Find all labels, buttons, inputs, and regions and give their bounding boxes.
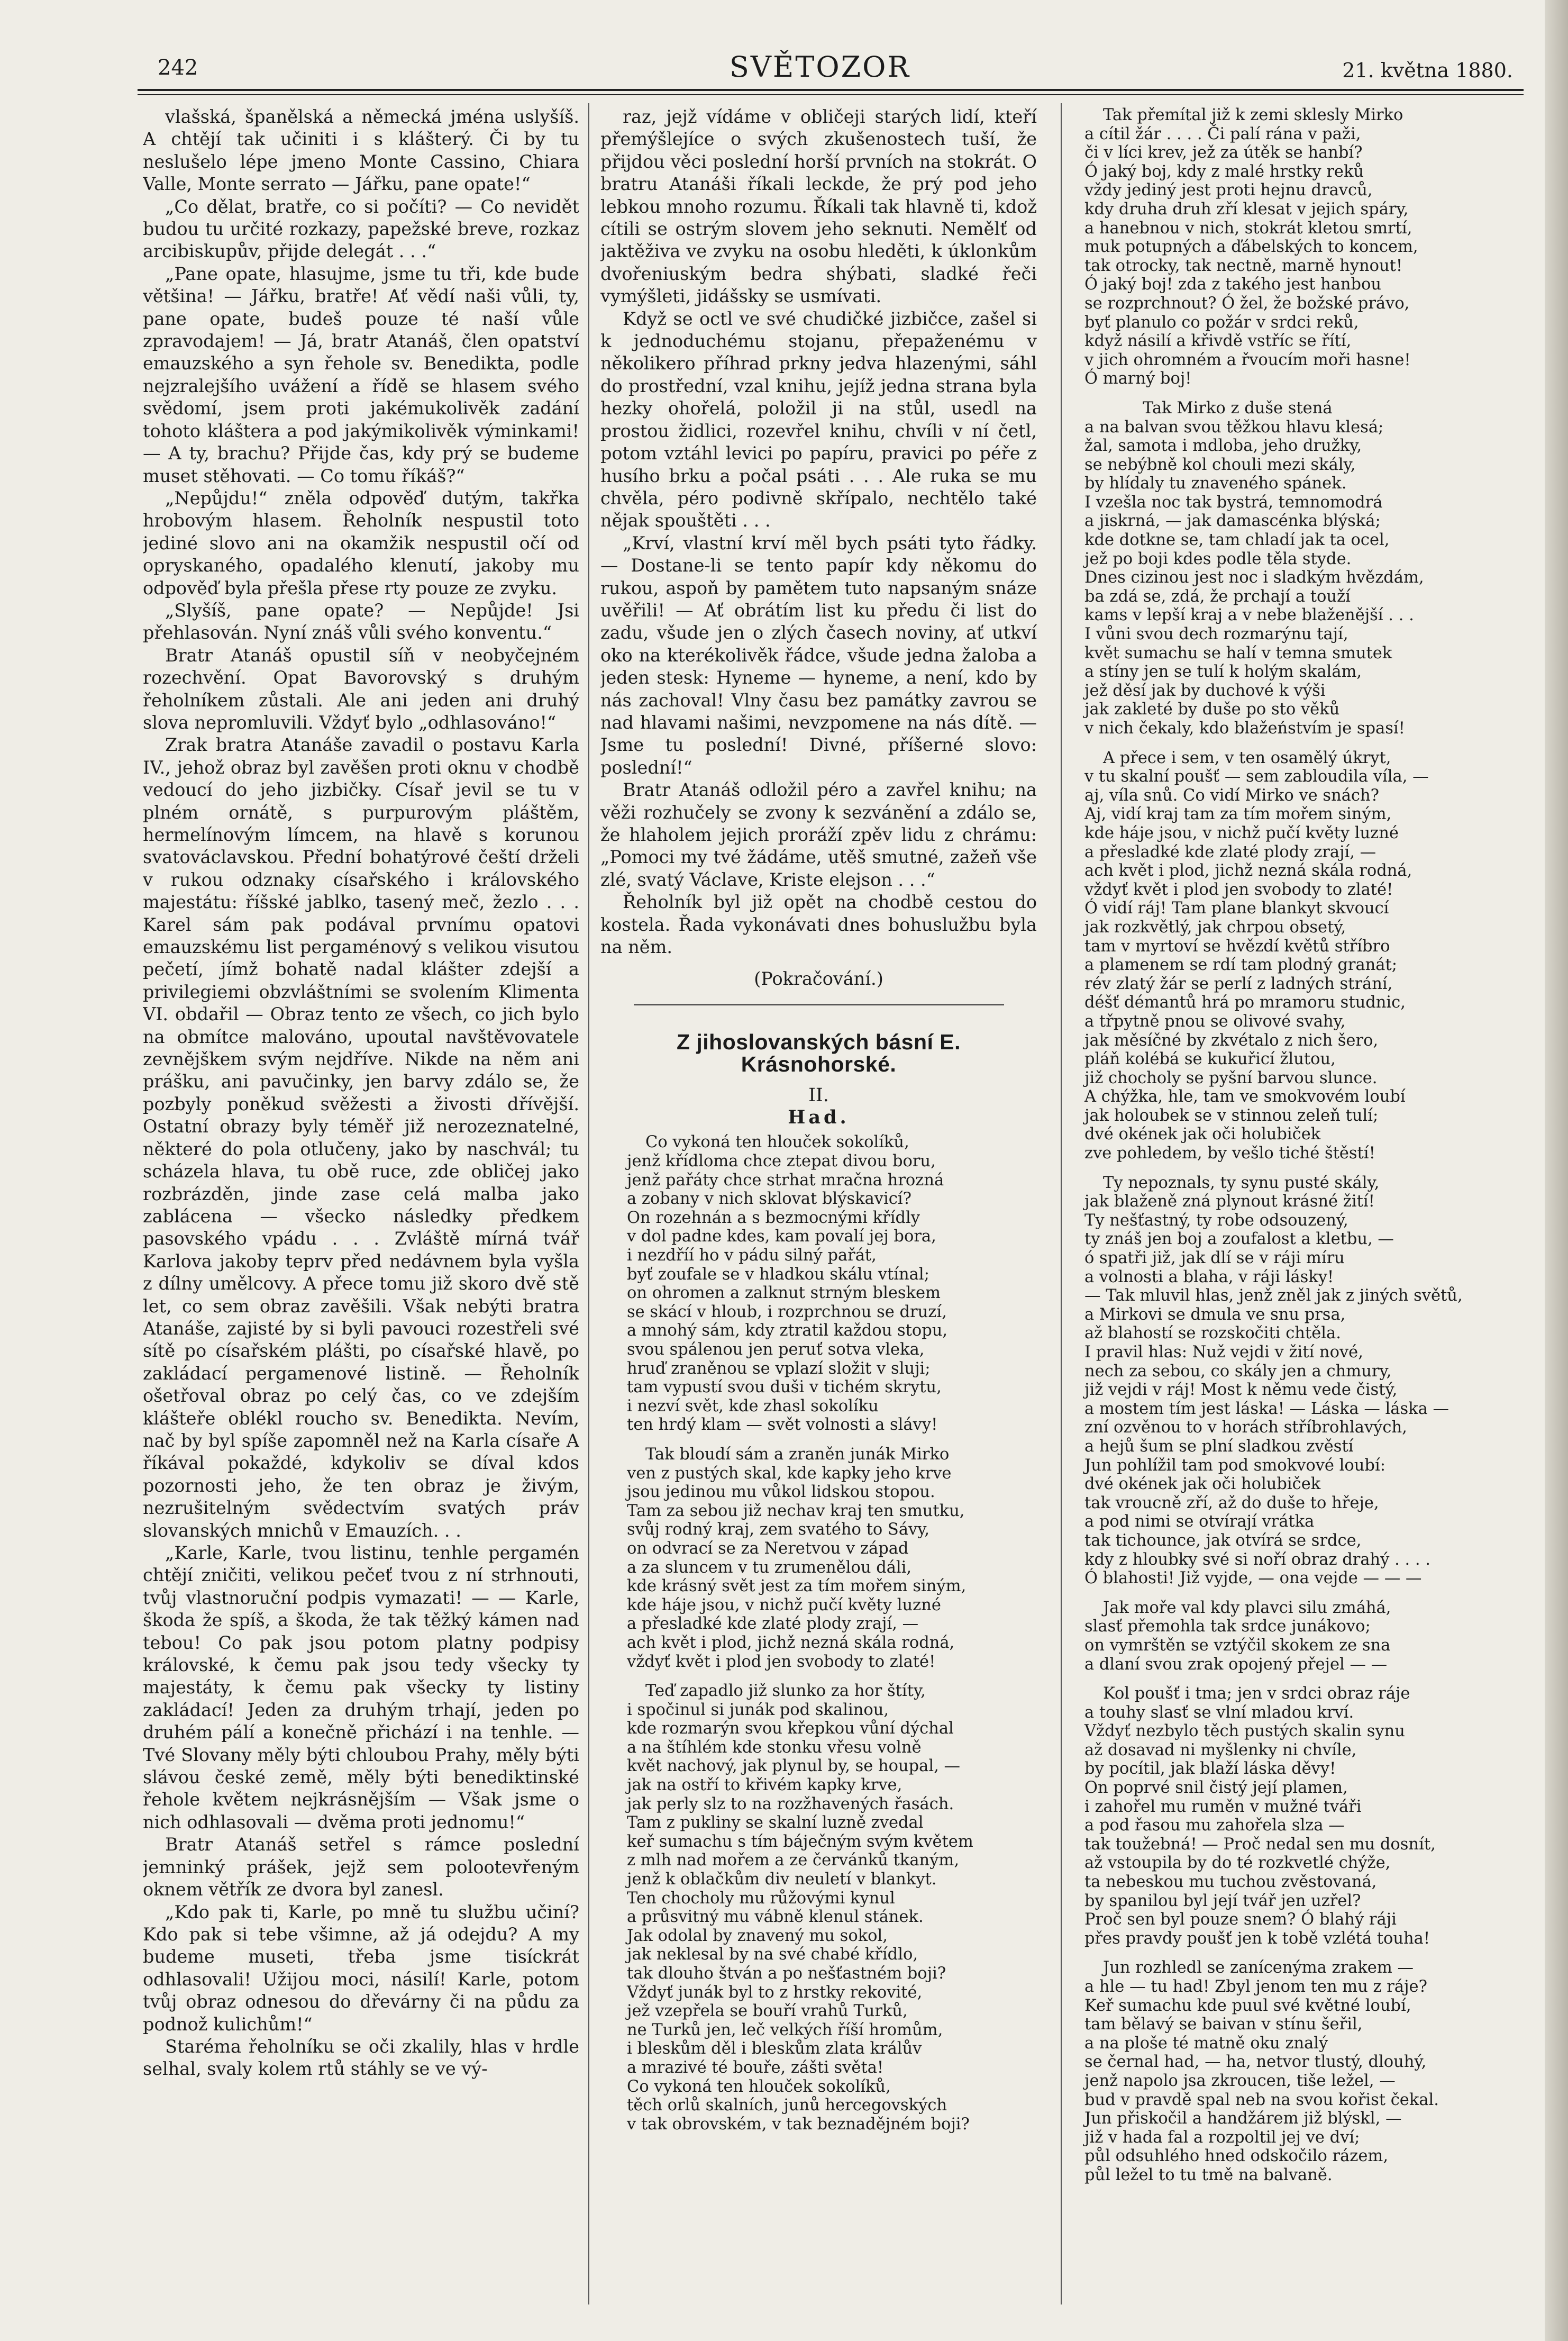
poem-line: jež děsí jak by duchové k výši: [1084, 681, 1326, 700]
poem-line: hruď zraněnou se vplazí složit v sluji;: [627, 1359, 931, 1378]
poem-line: Jak moře val kdy plavci silu zmáhá,: [1103, 1598, 1391, 1617]
poem-line: I pravil hlas: Nuž vejdi v žití nové,: [1084, 1343, 1363, 1362]
poem-line: Kol poušť i tma; jen v srdci obraz ráje: [1103, 1684, 1410, 1703]
poem-line: ta nebeskou mu tuchou zvěstovaná,: [1084, 1873, 1377, 1892]
poem-line: zní ozvěnou to v horách stříbrohlavých,: [1084, 1418, 1407, 1437]
header-rule-thin: [138, 94, 1524, 95]
paragraph: „Slyšíš, pane opate? — Nepůjde! Jsi přehlasován. Nyní znáš vůli svého konventu.“: [143, 600, 579, 643]
poem-line: ach květ i plod, jichž nezná skála rodná,: [1084, 861, 1412, 881]
poem-line: květ sumachu se halí v temna smutek: [1084, 643, 1392, 663]
poem-line: aj, víla snů. Co vidí Mirko ve snách?: [1084, 786, 1379, 805]
poem-line: v nich čekaly, kdo blažeństvím je spasí!: [1084, 719, 1405, 738]
paragraph: Bratr Atanáš opustil síň v neobyčejném rozechvění. Opat Bavorovský s druhým řeholníkem zůstali. Ale ani jeden ani druhý slova nepromluvili. Vždyť bylo „odhlasováno!“: [143, 645, 579, 733]
masthead-title: SVĚTOZOR: [729, 50, 911, 84]
poem-line: Co vykoná ten hlouček sokolíků,: [645, 1133, 909, 1152]
poem-line: a plamenem se rdí tam plodný granát;: [1084, 956, 1398, 975]
poem-line: jsou jedinou mu vůkol lidskou stopou.: [627, 1483, 935, 1502]
poem-line: vždyť květ i plod jen svobody to zlaté!: [1084, 880, 1393, 899]
poem-line: Tak přemítal již k zemi sklesly Mirko: [1103, 106, 1403, 124]
paragraph: Zrak bratra Atanáše zavadil o postavu Karla IV., jehož obraz byl zavěšen proti oknu v chodbě vedoucí do jeho jizbičky. Císař jevil se tu v plném ornátě, s purpurovým pláštěm, hermelínovým límcem, na hlavě s korunou svatováclavskou. Přední bohatýrové čeští drželi v rukou odznaky císařského i královského majestátu: říšské jablko, tasený meč, žezlo . . . Karel sám pak podával prvnímu opatovi emauzskému list pergaménový s velikou visutou pečetí, jímž bohatě nadal klášter zdejší a privilegiemi obzvláštními se svolením Klimenta VI. obdařil — Obraz tento ze všech, co jich bylo na obmítce malováno, upoutal navštěvovatele zevnějškem svým nejdříve. Nikde na něm ani prášku, ani pavučinky, jen barvy zdálo se, že pozbyly poněkud svěžesti a živosti dřívější. Ostatní obrazy byly téměř již nerozeznatelné, některé do pola otlučeny, jako by naschvál; tu scházela hlava, tu obě ruce, zde obličej jako rozbrázděn, jinde zase celá malba jako zablácena — všecko následky předkem pasovského vpádu . . . Zvláště mírná tvář Karlova jakoby teprv před nedávnem byla vyšla z dílny umělcovy. A přece tomu již skoro dvě stě let, co sem obraz zavěšili. Však nebýti bratra Atanáše, zajisté by si byli pavouci rozestřeli své sítě po císařském plášti, po císařské hlavě, po zakládací pergamenové listině. — Řeholník ošetřoval obraz po celý čas, co ve zdejším klášteře oblékl roucho sv. Benedikta. Nevím, nač by byl spíše zapomněl než na Karla císaře A říkával pokaždé, kdykoliv se díval kdos pozornosti jeho, že ten obraz je živým, nezrušitelným svědectvím svatých práv slovanských mnichů v Emauzích. . .: [143, 734, 579, 1541]
column-separator: [588, 103, 589, 2304]
poem-line: květ nachový, jak plynul by, se houpal, —: [627, 1757, 960, 1776]
poem-line: až vstoupila by do té rozkvetlé chýže,: [1084, 1854, 1391, 1873]
poem-line: ó spatři již, jak dlí se v ráji míru: [1084, 1249, 1345, 1268]
continued-note: (Pokračování.): [754, 968, 883, 990]
poem-line: až blahostí se rozskočiti chtěla.: [1084, 1324, 1341, 1343]
poem-line: muk potupných a ďábelských to koncem,: [1084, 238, 1418, 257]
poem-line: i bleskům děl i bleskům zlata králův: [627, 2039, 922, 2058]
poem-line: kde krásný svět jest za tím mořem siným,: [627, 1577, 967, 1596]
poem-line: On rozehnán a s bezmocnými křídly: [627, 1208, 920, 1227]
poem-line: slasť přemohla tak srdce junákovo;: [1084, 1617, 1371, 1636]
poem-stanza: [600, 1682, 1037, 2134]
poem-stanza: [1074, 399, 1510, 738]
poem-line: vždy jediný jest proti hejnu dravců,: [1084, 181, 1373, 200]
poem-line: A přece i sem, v ten osamělý úkryt,: [1103, 748, 1391, 767]
poem-line: a jiskrná, — jak damascénka blýská;: [1084, 512, 1381, 531]
article-divider: [634, 1004, 1004, 1005]
poem-line: půl odsuhlého hned odskočilo rázem,: [1084, 2147, 1389, 2166]
article-title: Z jihoslovanských básní E. Krásnohorské.: [676, 1029, 961, 1077]
poem-line: ven z pustých skal, kde kapky jeho krve: [627, 1464, 952, 1483]
poem-line: a zobany v nich sklovat blýskavicí?: [627, 1190, 911, 1209]
poem-line: Tam za sebou již nechav kraj ten smutku,: [627, 1501, 965, 1520]
poem-line: rév zlatý žár se perlí z ladných strání,: [1084, 974, 1393, 993]
poem-line: jež po boji kdes podle těla styde.: [1084, 549, 1352, 568]
poem-line: ne Turků jen, leč velkých říší hromům,: [627, 2020, 943, 2039]
poem-line: I vzešla noc tak bystrá, temnomodrá: [1084, 493, 1383, 512]
poem-line: a pod nimi se otvírají vrátka: [1084, 1512, 1315, 1531]
poem-line: se nebýbně kol chouli mezi skály,: [1084, 455, 1356, 474]
header-rule-thick: [138, 89, 1524, 91]
poem-line: již vejdi v ráj! Most k němu vede čistý,: [1084, 1381, 1398, 1400]
poem-stanza: [1074, 1174, 1510, 1588]
poem-line: kdy druha druh zří klesat v jejich spáry,: [1084, 199, 1409, 219]
poem-line: tak toužebná! — Proč nedal sen mu dosnít,: [1084, 1835, 1436, 1854]
poem-line: bud v pravdě spal neb na svou kořist čekal.: [1084, 2090, 1439, 2109]
poem-line: a Mirkovi se dmula ve snu prsa,: [1084, 1305, 1346, 1324]
poem-line: Tak bloudí sám a zraněn junák Mirko: [645, 1445, 950, 1464]
poem-line: a přesladké kde zlaté plody zrají, —: [1084, 842, 1376, 861]
poem-line: by hlídaly tu znaveného spánek.: [1084, 474, 1347, 493]
poem-line: těch orlů skalních, junů hercegovských: [627, 2096, 947, 2115]
poem-line: a stíny jen se tulí k holým skalám,: [1084, 663, 1362, 682]
poem-line: až dosavad ni myšlenky ni chvíle,: [1084, 1740, 1357, 1759]
poem-line: On poprvé snil čistý její plamen,: [1084, 1779, 1348, 1798]
poem-line: A chýžka, hle, tam ve smokvovém loubí: [1084, 1087, 1406, 1106]
poem-line: tak dlouho štván a po nešťastném boji?: [627, 1964, 946, 1983]
poem-line: jak blaženě zná plynout krásné žití!: [1084, 1192, 1375, 1211]
poem-line: by pocítil, jak blaží láska děvy!: [1084, 1759, 1336, 1779]
poem-stanza: [1074, 1684, 1510, 1948]
poem-line: se rozprchnout? Ó žel, že božské právo,: [1084, 294, 1410, 313]
poem-line: Jun rozhledl se zanícenýma zrakem —: [1103, 1958, 1414, 1977]
poem-line: kde rozmarýn svou křepkou vůní dýchal: [627, 1719, 954, 1738]
poem-line: déšť démantů hrá po mramoru studnic,: [1084, 993, 1406, 1012]
poem-line: svůj rodný kraj, zem svatého to Sávy,: [627, 1520, 930, 1539]
poem-line: Proč sen byl pouze snem? Ó blahý ráji: [1084, 1910, 1397, 1929]
column-separator: [1061, 103, 1062, 2304]
poem-body: [600, 1133, 1037, 2134]
poem-line: či v líci krev, jež za útěk se hanbí?: [1084, 143, 1363, 162]
poem-line: — Tak mluvil hlas, jenž zněl jak z jiných světů,: [1084, 1286, 1463, 1305]
poem-line: byť zoufale se v hladkou skálu vtínal;: [627, 1265, 929, 1284]
poem-line: a na štíhlém kde stonku vřesu volně: [627, 1738, 922, 1757]
poem-line: jak neklesal by na své chabé křídlo,: [627, 1945, 918, 1964]
poem-line: vždyť květ i plod jen svobody to zlaté!: [627, 1652, 936, 1671]
poem-line: kams v lepší kraj a v nebe blaženější . . .: [1084, 606, 1414, 625]
poem-line: Ó vidí ráj! Tam plane blankyt skvoucí: [1084, 899, 1389, 918]
poem-line: jak na ostří to křivém kapky krve,: [627, 1776, 902, 1795]
poem-line: v tu skalní poušť — sem zabloudila víla, —: [1084, 767, 1429, 786]
poem-line: keř sumachu s tím báječným svým květem: [627, 1832, 973, 1851]
issue-date: 21. května 1880.: [1342, 59, 1513, 82]
poem-stanza: [1074, 1958, 1510, 2184]
poem-line: a přesladké kde zlaté plody zrají, —: [627, 1614, 919, 1634]
poem-line: a za sluncem v tu zrumenělou dáli,: [627, 1558, 912, 1577]
poem-line: Ten chocholy mu růžovými kynul: [627, 1889, 895, 1908]
poem-line: Ó marný boj!: [1084, 369, 1192, 388]
poem-line: Tam z pukliny se skalní luzně zvedal: [627, 1813, 924, 1832]
paragraph: Bratr Atanáš odložil péro a zavřel knihu; na věži rozhučely se zvony k sezvánění a zdálo se, že hlaholem jejich proráží zpěv lidu z chrámu: „Pomoci my tvé žádáme, utěš smutné, zažeň vše zlé, svatý Václave, Kriste elejson . . .“: [600, 779, 1037, 890]
poem-line: a třpytně pnou se olivové svahy,: [1084, 1012, 1346, 1031]
poem-line: již chocholy se pyšní barvou slunce.: [1084, 1068, 1378, 1087]
poem-line: dvé okének jak oči holubiček: [1084, 1125, 1321, 1144]
poem-line: jak měsíčné by zkvétalo z nich šero,: [1084, 1031, 1379, 1050]
poem-line: i nezdříí ho v pádu silný pařát,: [627, 1246, 877, 1265]
poem-line: a cítil žár . . . . Či palí rána v paži,: [1084, 124, 1361, 143]
poem-line: Tak Mirko z duše stená: [1143, 398, 1333, 418]
page-number: 242: [158, 56, 198, 80]
poem-line: tam vypustí svou duši v tichém skrytu,: [627, 1378, 942, 1397]
column-3: [1074, 106, 1510, 2302]
poem-line: se skácí v hloub, i rozprchnou se druzí,: [627, 1302, 947, 1321]
poem-line: on vymrštěn se vztýčil skokem ze sna: [1084, 1636, 1391, 1655]
poem-line: v dol padne kdes, kam povalí jej bora,: [627, 1227, 936, 1246]
poem-line: jak holoubek se v stinnou zeleň tulí;: [1084, 1106, 1379, 1125]
paragraph: „Nepůjdu!“ zněla odpověď dutým, takřka hrobovým hlasem. Řeholník nespustil toto jediné slovo ani na okamžik nespustil očí od opryskaného, opadalého klenutí, jakoby mu odpověď byla přešla přese rty pouze ze zvyku.: [143, 487, 579, 598]
poem-line: i spočinul si junák pod skalinou,: [627, 1700, 889, 1719]
poem-line: Vždyť nezbylo těch pustých skalin synu: [1084, 1722, 1405, 1741]
poem-line: a na balvan svou těžkou hlavu klesá;: [1084, 418, 1384, 437]
poem-line: tam bělavý se baivan v stínu šeřil,: [1084, 2015, 1363, 2034]
poem-line: nech za sebou, co skály jen a chmury,: [1084, 1362, 1392, 1381]
poem-line: Aj, vidí kraj tam za tím mořem siným,: [1084, 805, 1392, 824]
poem-line: Vždyť junák byl to z hrstky rekovité,: [627, 1983, 923, 2002]
poem-line: I vůni svou dech rozmarýnu tají,: [1084, 625, 1348, 644]
poem-line: z mlh nad mořem a ze červánků tkaným,: [627, 1851, 960, 1870]
poem-line: jenž k oblačkům div neuletí v blankyt.: [627, 1870, 937, 1889]
poem-line: jak perly slz to na rozžhavených řasách.: [627, 1794, 954, 1813]
poem-line: on odvrací se za Neretvou v západ: [627, 1539, 909, 1558]
poem-line: a hle — tu had! Zbyl jenom ten mu z ráje?: [1084, 1977, 1427, 1996]
part-number: II.: [808, 1084, 829, 1106]
paragraph: Když se octl ve své chudičké jizbičce, zašel si k jednoduchému stojanu, přepaženému v několikero příhrad prkny jedva hlazenými, sáhl do prostřední, vzal knihu, jejíž jedna strana byla hezky ohořelá, položil ji na stůl, usedl na prostou židlici, rozevřel knihu, chvíli v ní četl, potom vztáhl levici po papíru, pravici po péře z husího brku a počal psáti . . . Ale ruka se mu chvěla, péro podivně skřípalo, nechtělo také nějak spouštěti . . .: [600, 308, 1037, 531]
poem-line: Co vykoná ten hlouček sokolíků,: [627, 2077, 891, 2096]
poem-line: Keř sumachu kde puul své květné loubí,: [1084, 1996, 1411, 2015]
poem-line: Ty nešťastný, ty robe odsouzený,: [1084, 1211, 1348, 1230]
paragraph: „Pane opate, hlasujme, jsme tu tři, kde bude většina! — Jářku, bratře! Ať vědí naši vůli, ty, pane opate, budeš pouze té naší vůle zpravodajem! — Já, bratr Atanáš, člen opatství emauzského a syn řehole sv. Benedikta, podle nejzralejšího uvážení a řídě se hlasem svého svědomí, jsem proti jakémukolivěk zadání tohoto kláštera a pod jakýmikolivěk výminkami! — A ty, brachu? Přijde čas, kdy prý se budeme muset stěhovati. — Co tomu říkáš?“: [143, 263, 579, 486]
poem-line: a na ploše té matně oku znalý: [1084, 2034, 1328, 2053]
paragraph: „Krví, vlastní krví měl bych psáti tyto řádky. — Dostane-li se tento papír kdy někomu do rukou, aspoň by pamětem tuto napsaným snáze uvěřili! — Ať obrátím list ku předu či list do zadu, všude jen o zlých časech noviny, ať utkví oko na kterékolivěk řádce, všude jedna žaloba a jeden stesk: Hyneme — hyneme, a není, kdo by nás zachoval! Vlny času bez památky zavrou se nad hlavami našimi, nevzpomene na nás dítě. — Jsme tu poslední! Divné, příšerné slovo: poslední!“: [600, 532, 1037, 778]
poem-line: Jak odolal by znavený mu sokol,: [627, 1926, 888, 1945]
poem-line: Ó jaký boj! zda z takého jest hanbou: [1084, 275, 1382, 294]
poem-line: kde dotkne se, tam chladí jak ta ocel,: [1084, 531, 1390, 550]
paragraph: „Co dělat, bratře, co si počíti? — Co nevidět budou tu určité rozkazy, papežské breve, rozkaz arcibiskupův, přijde delegát . . .“: [143, 196, 579, 262]
poem-line: a volnosti a blaha, v ráji lásky!: [1084, 1267, 1334, 1286]
poem-line: a průsvitný mu vábně klenul stánek.: [627, 1908, 924, 1927]
poem-line: Dnes cizinou jest noc i sladkým hvězdám,: [1084, 568, 1424, 587]
poem-line: tak vroucně zří, až do duše to hřeje,: [1084, 1493, 1379, 1512]
poem-line: Jun přiskočil a handžárem již blýskl, —: [1084, 2109, 1402, 2128]
poem-line: Teď zapadlo již slunko za hor štíty,: [645, 1682, 926, 1701]
poem-line: tak tichounce, jak otvírá se srdce,: [1084, 1531, 1362, 1550]
poem-line: kdy z hloubky své si noří obraz drahý . . . .: [1084, 1550, 1430, 1569]
poem-line: Ty nepoznals, ty synu pusté skály,: [1103, 1173, 1380, 1192]
poem-line: ba zdá se, zdá, že prchají a touží: [1084, 587, 1351, 606]
poem-line: se černal had, — ha, netvor tlustý, dlouhý,: [1084, 2053, 1427, 2072]
poem-line: půl ležel to tu tmě na balvaně.: [1084, 2165, 1333, 2184]
poem-line: Ó blahosti! Již vyjde, — ona vejde — — —: [1084, 1569, 1422, 1588]
paragraph: raz, jejž vídáme v obličeji starých lidí, kteří přemýšlejíce o svých zkušenostech tuší, že přijdou věci poslední horší prvních na stokrát. O bratru Atanáši říkali leckde, že prý pod jeho lebkou mnoho rozumu. Říkali tak hlavně ti, kdož cítili se ostrým slovem jeho seknuti. Nemělť od jaktěživa ve zvyku na osobu hleděti, k úklonkům dvořeniuským bedra shýbati, sladké řeči vymýšleti, jidášsky se usmívati.: [600, 106, 1037, 307]
poem-line: ten hrdý klam — svět volnosti a slávy!: [627, 1416, 938, 1435]
poem-title: Had.: [788, 1106, 850, 1129]
poem-line: ty znáš jen boj a zoufalost a kletbu, —: [1084, 1230, 1394, 1249]
poem-line: a mrazivé té bouře, zášti světa!: [627, 2058, 884, 2077]
poem-line: v jich ohromném a řvoucím moři hasne!: [1084, 350, 1411, 369]
poem-line: přes pravdy poušť jen k tobě vzlétá touha!: [1084, 1929, 1430, 1948]
poem-line: by spanilou byl její tvář jen uzřel?: [1084, 1891, 1361, 1910]
paragraph: Bratr Atanáš setřel s rámce poslední jemninký prášek, jejž sem polootevřeným oknem větřík ze dvora byl zanesl.: [143, 1834, 579, 1900]
poem-line: jak rozkvětlý, jak chrpou obsetý,: [1084, 918, 1346, 937]
poem-body-continued: [1074, 106, 1510, 2185]
poem-line: dvé okének jak oči holubiček: [1084, 1475, 1321, 1494]
poem-line: a hejů šum se plní sladkou zvěstí: [1084, 1437, 1354, 1456]
paragraph: Staréma řeholníku se oči zkalily, hlas v hrdle selhal, svaly kolem rtů stáhly se ve vý-: [143, 2036, 579, 2080]
poem-line: jak zakleté by duše po sto věků: [1084, 700, 1340, 719]
poem-line: a mnohý sám, kdy ztratil každou stopu,: [627, 1321, 948, 1340]
poem-stanza: [1074, 106, 1510, 388]
poem-line: a pod řasou mu zahořela slza —: [1084, 1816, 1345, 1835]
poem-line: jenž pařáty chce strhat mračna hrozná: [627, 1170, 944, 1190]
poem-stanza: [1074, 1599, 1510, 1674]
poem-line: Jun pohlížil tam pod smokvové loubí:: [1084, 1456, 1385, 1475]
page-edge-shadow: [1545, 0, 1568, 2341]
paragraph: „Kdo pak ti, Karle, po mně tu službu učiní? Kdo pak si tebe všimne, až já odejdu? A my budeme museti, třeba jsme tisíckrát odhlasovali! Užijou moci, násilí! Karle, potom tvůj obraz odnesou do dřevárny či na půdu za podnož kulichům!“: [143, 1901, 579, 2035]
poem-line: jenž napolo jsa zkroucen, tiše ležel, —: [1084, 2071, 1396, 2090]
page-header: [127, 50, 1513, 108]
poem-line: jenž křídloma chce ztepat divou boru,: [627, 1152, 936, 1171]
poem-line: zve pohledem, by vešlo tiché štěstí!: [1084, 1144, 1375, 1163]
poem-line: jež vzepřela se bouří vrahů Turků,: [627, 2002, 908, 2021]
poem-line: a touhy slasť se vlní mladou krví.: [1084, 1703, 1354, 1722]
poem-line: kde háje jsou, v nichž pučí květy luzné: [627, 1595, 941, 1614]
poem-line: on ohromen a zalknut strným bleskem: [627, 1284, 941, 1303]
paragraph: „Karle, Karle, tvou listinu, tenhle pergamén chtějí zničiti, velikou pečeť tvou z ní strhnouti, tvůj vlastnoruční podpis vymazati! — — Karle, škoda že spíš, a škoda, že tak těžký kámen nad tebou! Co pak jsou potom platny podpisy královské, k čemu pak jsou tedy všecky ty majestáty, k čemu pak všecky ty listiny zakládací! Jeden za druhým trhají, jeden po druhém pálí a konečně přichází i na tenhle. — Tvé Slovany měly býti chloubou Prahy, měly býti slávou české země, měly býti benediktinské řehole květem nejkrásnějším — Však jsme o nich odhlasovali — dvěma proti jednomu!“: [143, 1542, 579, 1832]
paragraph: vlašská, španělská a německá jména uslyšíš. A chtějí tak učiniti i s klášterý. Či by tu neslušelo lépe jmeno Monte Cassino, Chiara Valle, Monte serrato — Jářku, pane opate!“: [143, 106, 579, 195]
poem-line: Ó jaký boj, kdy z malé hrstky reků: [1084, 162, 1364, 181]
poem-line: i zahořel mu ruměn v mužné tváři: [1084, 1797, 1362, 1816]
column-1: [143, 106, 579, 2302]
poem-line: žal, samota i mdloba, jeho družky,: [1084, 437, 1362, 456]
poem-stanza: [1074, 749, 1510, 1163]
poem-stanza: [600, 1133, 1037, 1435]
column-2: [600, 106, 1037, 2302]
poem-line: tak otrocky, tak nectně, marně hynout!: [1084, 256, 1403, 275]
poem-line: a hanebnou v nich, stokrát kletou smrtí,: [1084, 219, 1412, 238]
poem-line: ach květ i plod, jichž nezná skála rodná,: [627, 1633, 955, 1652]
poem-line: když násilí a křivdě vstříc se řítí,: [1084, 332, 1352, 351]
poem-line: pláň kolébá se kukuřicí žlutou,: [1084, 1050, 1336, 1069]
poem-line: kde háje jsou, v nichž pučí květy luzné: [1084, 823, 1399, 842]
poem-line: i nezví svět, kde zhasl sokolíku: [627, 1396, 879, 1416]
poem-line: tam v myrtoví se hvězdí květů stříbro: [1084, 937, 1390, 956]
poem-line: již v hada fal a rozpoltil jej ve dví;: [1084, 2128, 1360, 2147]
poem-line: svou spálenou jen peruť sotva vleka,: [627, 1340, 925, 1359]
poem-stanza: [600, 1445, 1037, 1671]
poem-line: a dlaní svou zrak opojený přejel — —: [1084, 1655, 1388, 1674]
poem-line: a mostem tím jest láska! — Láska — láska —: [1084, 1399, 1449, 1418]
paragraph: Řeholník byl již opět na chodbě cestou do kostela. Řada vykonávati dnes bohuslužbu byla na něm.: [600, 892, 1037, 958]
poem-line: v tak obrovském, v tak beznadějném boji?: [627, 2115, 970, 2134]
poem-line: byť planulo co požár v srdci reků,: [1084, 313, 1359, 332]
